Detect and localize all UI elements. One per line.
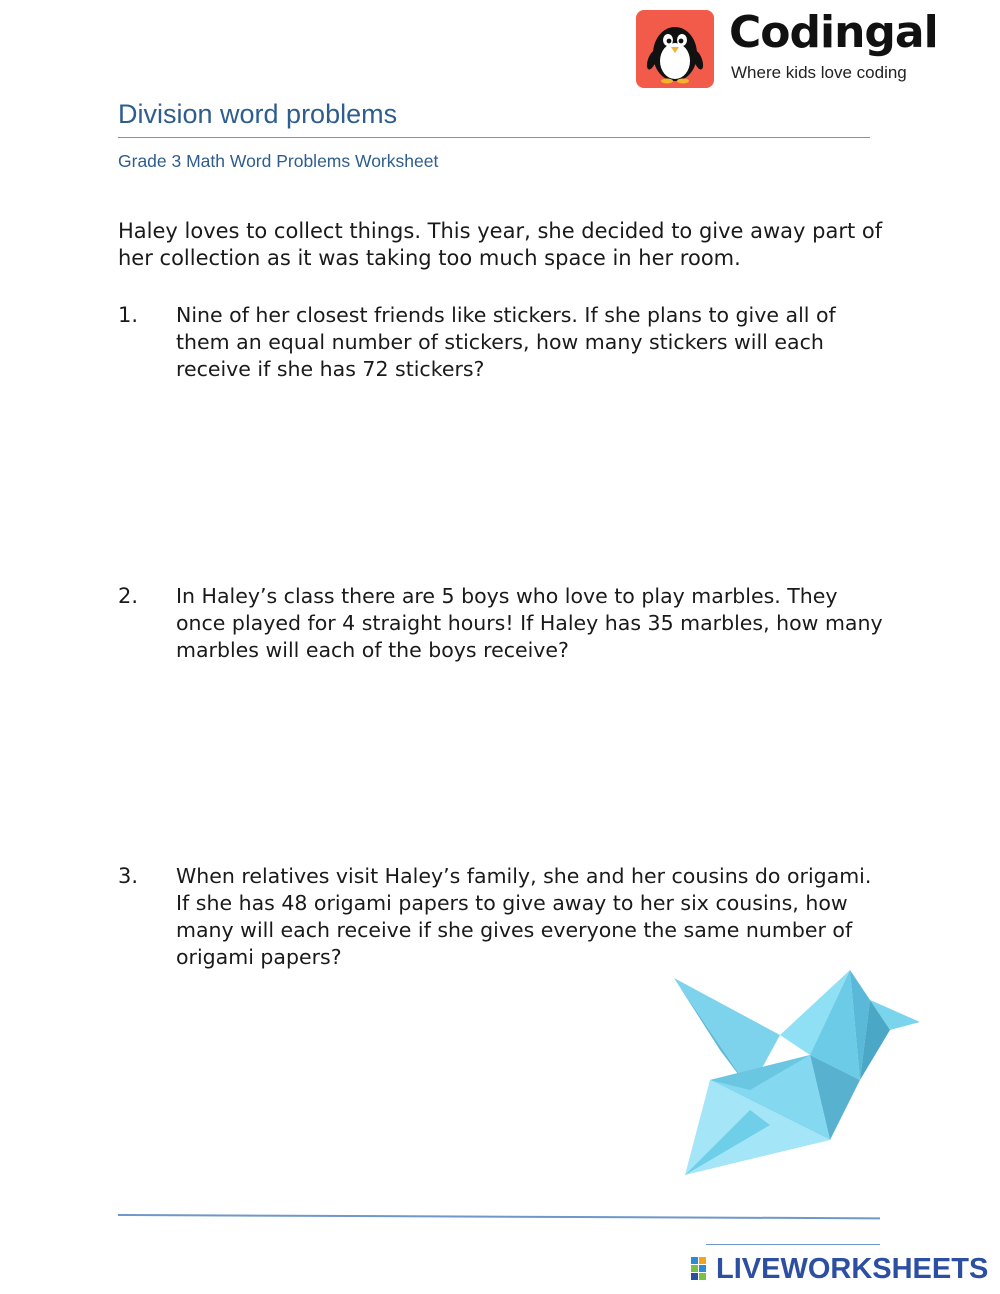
watermark-divider [706, 1244, 880, 1245]
question-2-text: In Haley’s class there are 5 boys who love to play marbles. They once played for 4 straight hours! If Haley has 35 marbles, how many marbles will each of the boys receive? [176, 584, 883, 662]
liveworksheets-logo-icon [690, 1256, 716, 1282]
title-divider [118, 137, 870, 138]
intro-paragraph: Haley loves to collect things. This year, she decided to give away part of her collection as it was taking too much space in her room. [118, 219, 883, 270]
brand-name: Codingal [729, 7, 938, 58]
penguin-icon [636, 10, 714, 88]
question-3-text: When relatives visit Haley’s family, she and her cousins do origami. If she has 48 origami papers to give away to her six cousins, how many will each receive if she gives everyone the same number of origami papers? [176, 864, 872, 969]
question-1-text: Nine of her closest friends like stickers. If she plans to give all of them an equal number of stickers, how many stickers will each receive if she has 72 stickers? [176, 303, 836, 381]
codingal-logo [636, 10, 714, 88]
question-2-number: 2. [118, 584, 139, 608]
footer-divider [118, 1214, 880, 1219]
question-1-number: 1. [118, 303, 139, 327]
page-title: Division word problems [118, 99, 398, 129]
origami-crane-icon [660, 960, 930, 1180]
brand-tagline: Where kids love coding [731, 63, 907, 82]
question-3-number: 3. [118, 864, 139, 888]
liveworksheets-watermark: LIVEWORKSHEETS [716, 1253, 989, 1285]
page-subtitle: Grade 3 Math Word Problems Worksheet [118, 151, 439, 171]
